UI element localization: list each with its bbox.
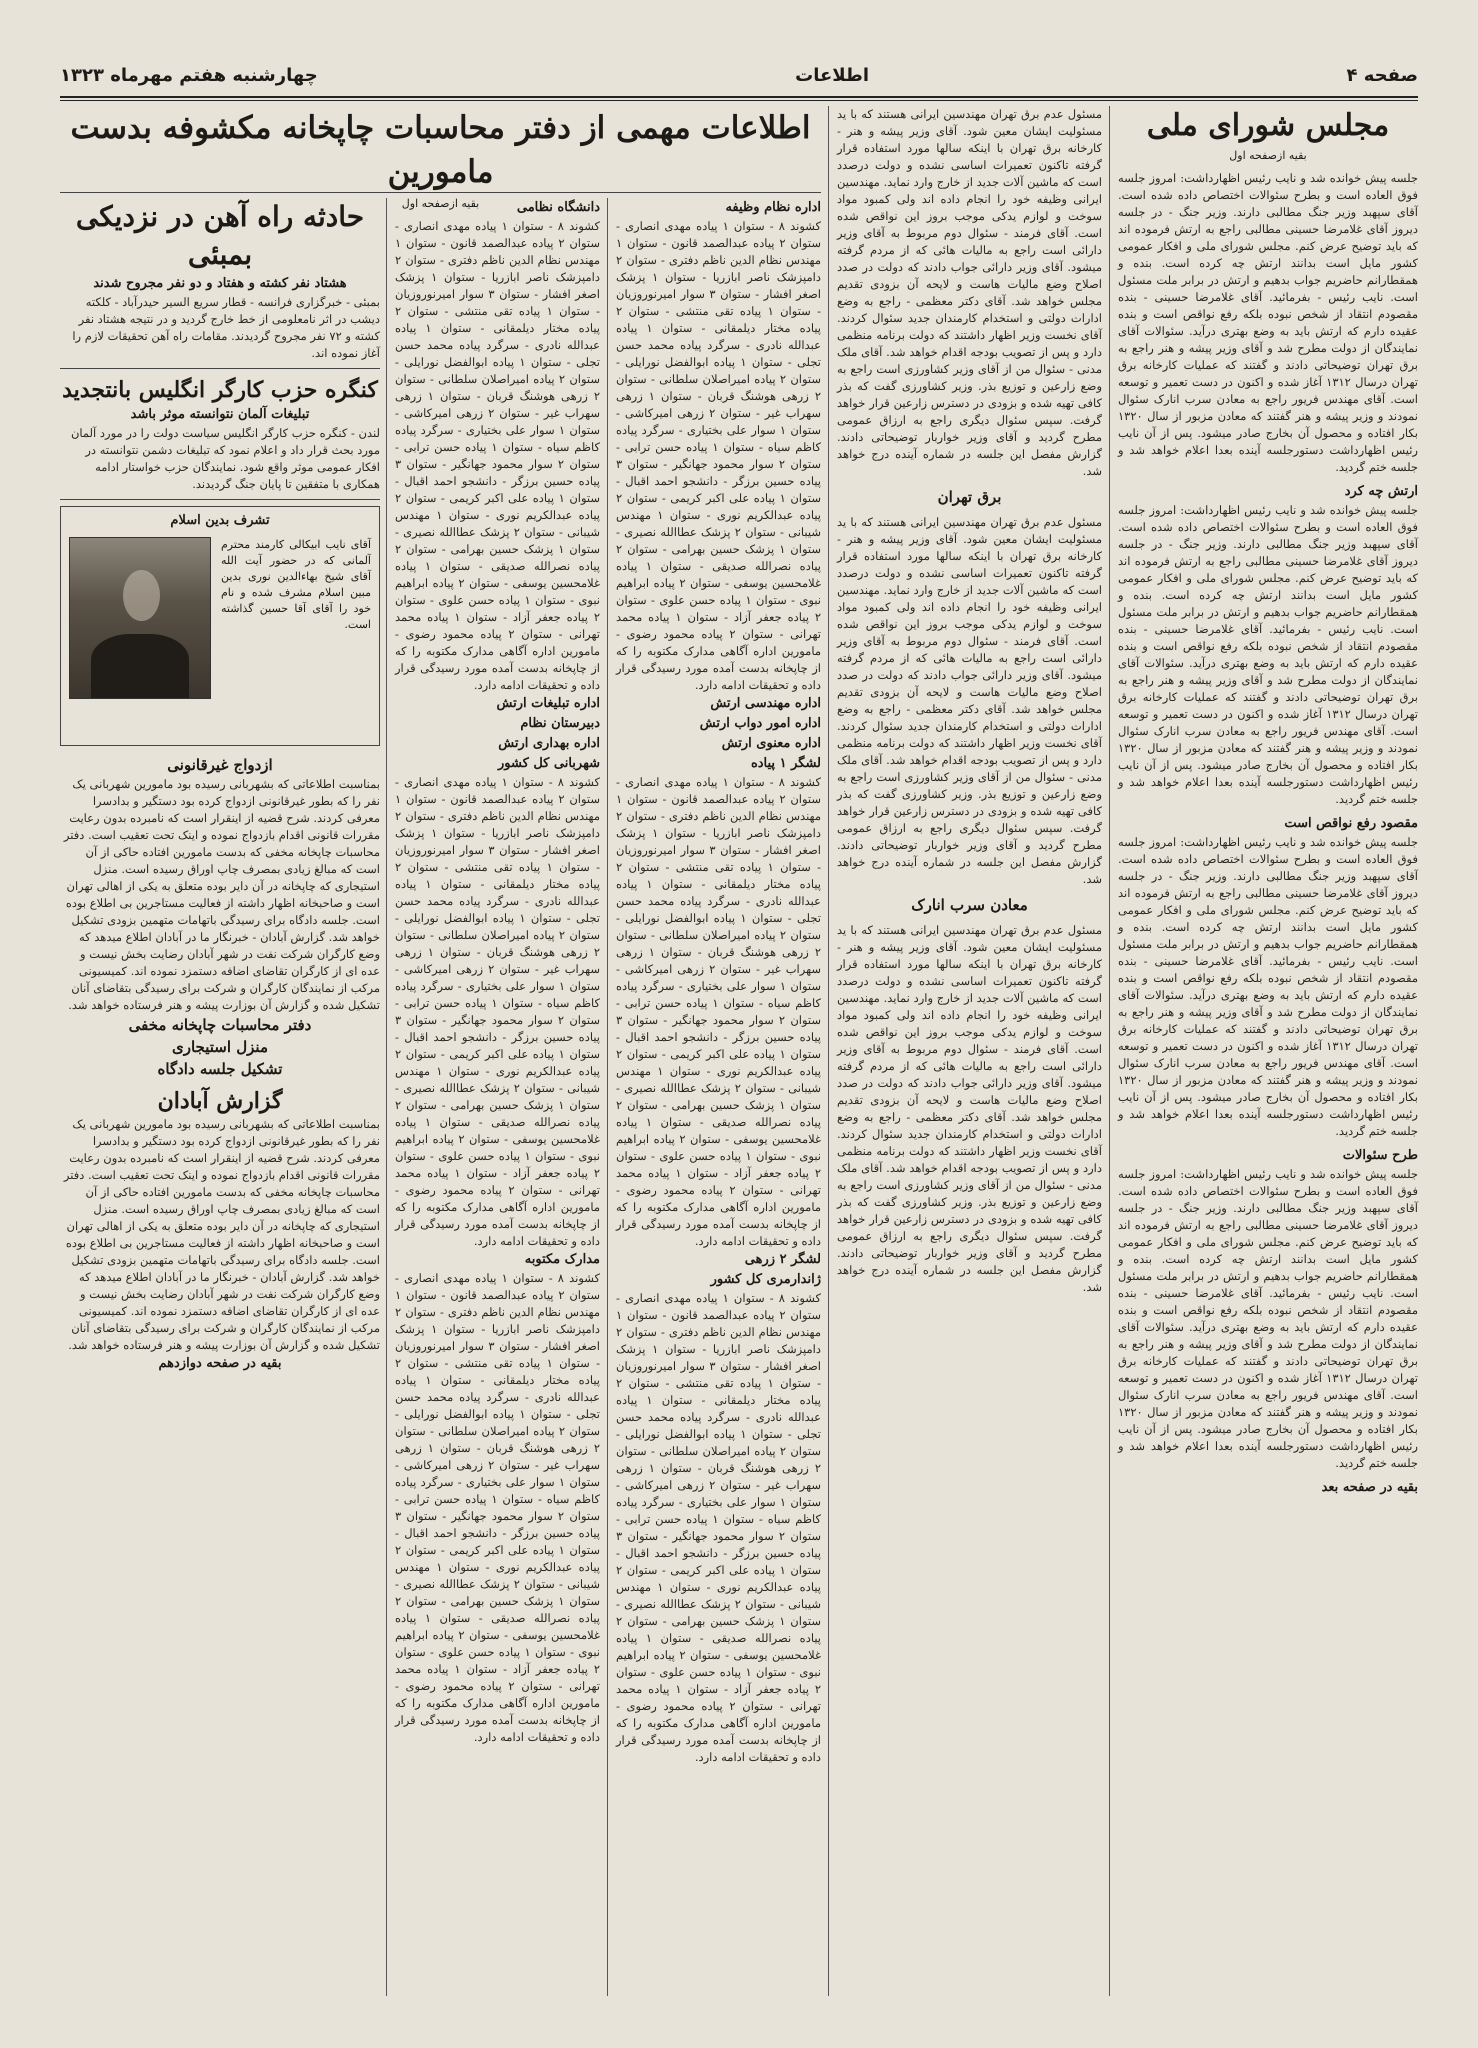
portrait-photo xyxy=(69,537,211,699)
column-rule xyxy=(386,198,387,1996)
section-illegal-marriage: ازدواج غیرقانونی xyxy=(167,756,273,774)
column-rule xyxy=(828,106,829,1996)
section-conscription: اداره نظام وظیفه xyxy=(725,200,821,215)
section-police: شهربانی کل کشور xyxy=(498,756,600,771)
questions-body-1: مسئول عدم برق تهران مهندسین ایرانی هستند که با ید مسئولیت ایشان معین شود. آقای وزیر پیشه و هنر - کارخانه برق تهران با اینکه سالها مورد استفاده قرار گرفته تاکنون تعمیرات اساسی نشده و دولت درصدد است که ماشین آلات جدید از خارج وارد نماید. مهندسین ایرانی وظیفه خود را انجام داده اند ولی کمبود مواد سوخت و لوازم یدکی موجب بروز این نواقص شده است. آقای فرمند - سئوال دوم مربوط به آقای وزیر دارائی است راجع به مالیات هائی که از مردم گرفته میشود. آقای وزیر دارائی جواب دادند که دولت در صدد اصلاح وضع مالیات هاست و لایحه آن بزودی تقدیم مجلس خواهد شد. آقای دکتر معظمی - راجع به وضع ادارات دولتی و استخدام کارمندان جدید سئوال کردند. آقای نخست وزیر اظهار داشتند که دولت برنامه منظمی دارد و پس از تصویب بودجه اقدام خواهد شد. آقای ملک مدنی - سئوال من از آقای وزیر کشاورزی است راجع به وضع زارعین و توزیع بذر. وزیر کشاورزی گفت که بذر کافی تهیه شده و بزودی در دسترس زارعین قرار خواهد گرفت. سپس سئوال دیگری راجع به ارزاق عمومی مطرح گردید و آقای وزیر خواربار توضیحاتی دادند. گزارش مفصل این جلسه در شماره آینده درج خواهد شد. xyxy=(837,107,1102,478)
photo-box xyxy=(60,506,380,746)
lead-body-1: کشوند ۸ - ستوان ۱ پیاده مهدی انصاری - ستوان ۲ پیاده عبدالصمد قانون - ستوان ۱ مهندس نظام الدین ناظم دفتری - ستوان ۲ دامپزشک ناصر ابازریا - ستوان ۱ پزشک اصغر افشار - ستوان ۳ سوار امیرنوروزیان - ستوان ۱ پیاده تقی منتشی - ستوان ۲ پیاده مختار دیلمقانی - ستوان ۱ پیاده عبدالله نادری - سرگرد پیاده محمد حسن تجلی - ستوان ۱ پیاده ابوالفضل نورایلی - ستوان ۲ پیاده امیراصلان سلطانی - ستوان ۲ زرهی هوشنگ قربان - ستوان ۱ زرهی سهراب غیر - ستوان ۲ زرهی امیرکاشی - ستوان ۱ سوار علی بختیاری - سرگرد پیاده کاظم سیاه - ستوان ۱ پیاده حسن ترابی - ستوان ۲ سوار محمود جهانگیر - ستوان ۳ پیاده حسین برزگر - دانشجو احمد اقبال - ستوان ۱ پیاده علی اکبر کریمی - ستوان ۲ پیاده عبدالکریم نوری - ستوان ۱ مهندس شیبانی - ستوان ۲ پزشک عطاالله نصیری - ستوان ۱ پزشک حسین بهرامی - ستوان ۲ پیاده نصرالله صدیقی - ستوان ۱ پیاده غلامحسین یوسفی - ستوان ۲ پیاده ابراهیم نبوی - ستوان ۱ پیاده حسن علوی - ستوان ۲ پیاده جعفر آزاد - ستوان ۱ پیاده محمد تهرانی - ستوان ۲ پیاده محمود رضوی - مامورین اداره آگاهی مدارک مکتوبه را که از چاپخانه بدست آمده مورد رسیدگی قرار داده و تحقیقات ادامه دارد. xyxy=(616,219,822,692)
section-rule xyxy=(60,368,380,369)
photo-box-title: تشرف بدین اسلام xyxy=(170,513,270,528)
lead-rule xyxy=(60,192,821,193)
subhead-tehran-power: برق تهران xyxy=(937,488,1002,506)
majlis-headline: مجلس شورای ملی xyxy=(1146,108,1390,143)
congress-subheadline: تبلیغات آلمان نتوانسته موثر باشد xyxy=(130,407,310,422)
majlis-continued-note: بقیه ازصفحه اول xyxy=(1229,149,1307,162)
accident-subheadline: هشتاد نفر کشته و هفتاد و دو نفر مجروح شدند xyxy=(93,276,347,291)
majlis-subhead-questions: طرح سئوالات xyxy=(1342,1148,1418,1163)
left-footer: بقیه در صفحه دوازدهم xyxy=(158,1356,282,1371)
issue-date: چهارشنبه هفتم مهرماه ۱۳۲۳ xyxy=(60,64,318,86)
page-number: صفحه ۴ xyxy=(1346,64,1418,86)
lead-headline: اطلاعات مهمی از دفتر محاسبات چاپخانه مکشوفه بدست مامورین xyxy=(70,110,811,190)
majlis-body-repeat-3: جلسه پیش خوانده شد و نایب رئیس اظهارداشت: امروز جلسه فوق العاده است و بطرح سئوالات اختصاص داده شده است. آقای سپهبد وزیر جنگ مطالبی دارند. وزیر جنگ - در جلسه دیروز آقای غلامرضا حسینی مطالبی راجع به ارتش فرموده اند که باید توضیح عرض کنم. مجلس شورای ملی و افکار عمومی کشور مایل است بدانند ارتش چه کرده است. بنده و همقطارانم حاضریم جواب بدهیم و ارتش در برابر ملت مسئول است. نایب رئیس - بفرمائید. آقای غلامرضا حسینی - بنده مقصودم انتقاد از شخص نبوده بلکه رفع نواقص است و بنده عقیده دارم که ارتش باید به وضع بهتری درآید. سئوالات آقای نمایندگان از دولت مطرح شد و آقای وزیر پیشه و هنر راجع به برق تهران توضیحاتی دادند و گفتند که عملیات کارخانه برق تهران درسال ۱۳۱۲ آغاز شده و اکنون در دست تعمیر و توسعه است. آقای مهندس فریور راجع به معادن سرب انارک سئوال نمودند و وزیر پیشه و هنر گفتند که معادن مزبور از سال ۱۳۲۰ بکار افتاده و محصول آن بخارج صادر میشود. پس از آن نایب رئیس اظهارداشت دستورجلسه آینده بعدا اعلام خواهد شد و جلسه ختم گردید. xyxy=(1118,1167,1418,1470)
photo-caption: آقای نایب ابیکالی کارمند محترم آلمانی که در حضور آیت الله آقای شیخ بهاءالدین نوری بدین مبین اسلام مشرف شده و نام خود را آقای آقا حسین گذاشته است. xyxy=(221,538,371,631)
lead-body-3: کشوند ۸ - ستوان ۱ پیاده مهدی انصاری - ستوان ۲ پیاده عبدالصمد قانون - ستوان ۱ مهندس نظام الدین ناظم دفتری - ستوان ۲ دامپزشک ناصر ابازریا - ستوان ۱ پزشک اصغر افشار - ستوان ۳ سوار امیرنوروزیان - ستوان ۱ پیاده تقی منتشی - ستوان ۲ پیاده مختار دیلمقانی - ستوان ۱ پیاده عبدالله نادری - سرگرد پیاده محمد حسن تجلی - ستوان ۱ پیاده ابوالفضل نورایلی - ستوان ۲ پیاده امیراصلان سلطانی - ستوان ۲ زرهی هوشنگ قربان - ستوان ۱ زرهی سهراب غیر - ستوان ۲ زرهی امیرکاشی - ستوان ۱ سوار علی بختیاری - سرگرد پیاده کاظم سیاه - ستوان ۱ پیاده حسن ترابی - ستوان ۲ سوار محمود جهانگیر - ستوان ۳ پیاده حسین برزگر - دانشجو احمد اقبال - ستوان ۱ پیاده علی اکبر کریمی - ستوان ۲ پیاده عبدالکریم نوری - ستوان ۱ مهندس شیبانی - ستوان ۲ پزشک عطاالله نصیری - ستوان ۱ پزشک حسین بهرامی - ستوان ۲ پیاده نصرالله صدیقی - ستوان ۱ پیاده غلامحسین یوسفی - ستوان ۲ پیاده ابراهیم نبوی - ستوان ۱ پیاده حسن علوی - ستوان ۲ پیاده جعفر آزاد - ستوان ۱ پیاده محمد تهرانی - ستوان ۲ پیاده محمود رضوی - مامورین اداره آگاهی مدارک مکتوبه را که از چاپخانه بدست آمده مورد رسیدگی قرار داده و تحقیقات ادامه دارد. xyxy=(616,1291,822,1764)
majlis-subhead-army: ارتش چه کرد xyxy=(1344,484,1418,499)
lead-body-5: کشوند ۸ - ستوان ۱ پیاده مهدی انصاری - ستوان ۲ پیاده عبدالصمد قانون - ستوان ۱ مهندس نظام الدین ناظم دفتری - ستوان ۲ دامپزشک ناصر ابازریا - ستوان ۱ پزشک اصغر افشار - ستوان ۳ سوار امیرنوروزیان - ستوان ۱ پیاده تقی منتشی - ستوان ۲ پیاده مختار دیلمقانی - ستوان ۱ پیاده عبدالله نادری - سرگرد پیاده محمد حسن تجلی - ستوان ۱ پیاده ابوالفضل نورایلی - ستوان ۲ پیاده امیراصلان سلطانی - ستوان ۲ زرهی هوشنگ قربان - ستوان ۱ زرهی سهراب غیر - ستوان ۲ زرهی امیرکاشی - ستوان ۱ سوار علی بختیاری - سرگرد پیاده کاظم سیاه - ستوان ۱ پیاده حسن ترابی - ستوان ۲ سوار محمود جهانگیر - ستوان ۳ پیاده حسین برزگر - دانشجو احمد اقبال - ستوان ۱ پیاده علی اکبر کریمی - ستوان ۲ پیاده عبدالکریم نوری - ستوان ۱ مهندس شیبانی - ستوان ۲ پزشک عطاالله نصیری - ستوان ۱ پزشک حسین بهرامی - ستوان ۲ پیاده نصرالله صدیقی - ستوان ۱ پیاده غلامحسین یوسفی - ستوان ۲ پیاده ابراهیم نبوی - ستوان ۱ پیاده حسن علوی - ستوان ۲ پیاده جعفر آزاد - ستوان ۱ پیاده محمد تهرانی - ستوان ۲ پیاده محمود رضوی - مامورین اداره آگاهی مدارک مکتوبه را که از چاپخانه بدست آمده مورد رسیدگی قرار داده و تحقیقات ادامه دارد. xyxy=(395,775,601,1248)
section-gendarmerie: ژاندارمری کل کشور xyxy=(710,1272,821,1287)
questions-body-3: مسئول عدم برق تهران مهندسین ایرانی هستند که با ید مسئولیت ایشان معین شود. آقای وزیر پیشه و هنر - کارخانه برق تهران با اینکه سالها مورد استفاده قرار گرفته تاکنون تعمیرات اساسی نشده و دولت درصدد است که ماشین آلات جدید از خارج وارد نماید. مهندسین ایرانی وظیفه خود را انجام داده اند ولی کمبود مواد سوخت و لوازم یدکی موجب بروز این نواقص شده است. آقای فرمند - سئوال دوم مربوط به آقای وزیر دارائی است راجع به مالیات هائی که از مردم گرفته میشود. آقای وزیر دارائی جواب دادند که دولت در صدد اصلاح وضع مالیات هاست و لایحه آن بزودی تقدیم مجلس خواهد شد. آقای دکتر معظمی - راجع به وضع ادارات دولتی و استخدام کارمندان جدید سئوال کردند. آقای نخست وزیر اظهار داشتند که دولت برنامه منظمی دارد و پس از تصویب بودجه اقدام خواهد شد. آقای ملک مدنی - سئوال من از آقای وزیر کشاورزی است راجع به وضع زارعین و توزیع بذر. وزیر کشاورزی گفت که بذر کافی تهیه شده و بزودی در دسترس زارعین قرار خواهد گرفت. سپس سئوال دیگری راجع به ارزاق عمومی مطرح گردید و آقای وزیر خواربار توضیحاتی دادند. گزارش مفصل این جلسه در شماره آینده درج خواهد شد. xyxy=(837,923,1102,1294)
section-documents: مدارک مکتوبه xyxy=(524,1252,600,1267)
section-rented-house: منزل استیجاری xyxy=(172,1038,268,1056)
abadan-headline: گزارش آبادان xyxy=(157,1088,283,1114)
masthead: اطلاعات xyxy=(795,64,870,86)
section-court-session: تشکیل جلسه دادگاه xyxy=(157,1060,283,1078)
majlis-subhead-defects: مقصود رفع نواقص است xyxy=(1284,816,1418,831)
left-body-2: بمناسبت اطلاعاتی که بشهربانی رسیده بود مامورین شهربانی یک نفر را که بطور غیرقانونی ازدواج کرده بود دستگیر و بدادسرا معرفی کردند. شرح قضیه از اینقرار است که نامبرده بدون رعایت مقررات قانونی اقدام بازدواج نموده و اینک تحت تعقیب است. دفتر محاسبات چاپخانه مخفی که بدست مامورین افتاده حاکی از آن است که مبالغ زیادی بمصرف چاپ اوراق رسیده است. منزل استیجاری که چاپخانه در آن دایر بوده متعلق به یکی از اهالی تهران است و صاحبخانه اظهار داشته از فعالیت مستاجرین بی اطلاع بوده است. جلسه دادگاه برای رسیدگی باتهامات متهمین بزودی تشکیل خواهد شد. گزارش آبادان - خبرنگار ما در آبادان اطلاع میدهد که وضع کارگران شرکت نفت در شهر آبادان رضایت بخش نیست و عده ای از کارگران تقاضای اضافه دستمزد نموده اند. کمیسیونی مرکب از نمایندگان کارگران و شرکت برای رسیدگی بتقاضای آنان تشکیل شده و گزارش آن بوزارت پیشه و هنر فرستاده خواهد شد. xyxy=(63,1117,380,1352)
section-military-college: دانشگاه نظامی xyxy=(516,200,600,215)
subhead-anarak-mines: معادن سرب انارک xyxy=(911,896,1028,914)
lead-body-2: کشوند ۸ - ستوان ۱ پیاده مهدی انصاری - ستوان ۲ پیاده عبدالصمد قانون - ستوان ۱ مهندس نظام الدین ناظم دفتری - ستوان ۲ دامپزشک ناصر ابازریا - ستوان ۱ پزشک اصغر افشار - ستوان ۳ سوار امیرنوروزیان - ستوان ۱ پیاده تقی منتشی - ستوان ۲ پیاده مختار دیلمقانی - ستوان ۱ پیاده عبدالله نادری - سرگرد پیاده محمد حسن تجلی - ستوان ۱ پیاده ابوالفضل نورایلی - ستوان ۲ پیاده امیراصلان سلطانی - ستوان ۲ زرهی هوشنگ قربان - ستوان ۱ زرهی سهراب غیر - ستوان ۲ زرهی امیرکاشی - ستوان ۱ سوار علی بختیاری - سرگرد پیاده کاظم سیاه - ستوان ۱ پیاده حسن ترابی - ستوان ۲ سوار محمود جهانگیر - ستوان ۳ پیاده حسین برزگر - دانشجو احمد اقبال - ستوان ۱ پیاده علی اکبر کریمی - ستوان ۲ پیاده عبدالکریم نوری - ستوان ۱ مهندس شیبانی - ستوان ۲ پزشک عطاالله نصیری - ستوان ۱ پزشک حسین بهرامی - ستوان ۲ پیاده نصرالله صدیقی - ستوان ۱ پیاده غلامحسین یوسفی - ستوان ۲ پیاده ابراهیم نبوی - ستوان ۱ پیاده حسن علوی - ستوان ۲ پیاده جعفر آزاد - ستوان ۱ پیاده محمد تهرانی - ستوان ۲ پیاده محمود رضوی - مامورین اداره آگاهی مدارک مکتوبه را که از چاپخانه بدست آمده مورد رسیدگی قرار داده و تحقیقات ادامه دارد. xyxy=(616,775,822,1248)
section-health: اداره بهداری ارتش xyxy=(498,736,600,751)
questions-column xyxy=(837,106,1102,1996)
portrait-coat xyxy=(91,634,189,698)
page-header xyxy=(60,58,1418,92)
lead-body-6: کشوند ۸ - ستوان ۱ پیاده مهدی انصاری - ستوان ۲ پیاده عبدالصمد قانون - ستوان ۱ مهندس نظام الدین ناظم دفتری - ستوان ۲ دامپزشک ناصر ابازریا - ستوان ۱ پزشک اصغر افشار - ستوان ۳ سوار امیرنوروزیان - ستوان ۱ پیاده تقی منتشی - ستوان ۲ پیاده مختار دیلمقانی - ستوان ۱ پیاده عبدالله نادری - سرگرد پیاده محمد حسن تجلی - ستوان ۱ پیاده ابوالفضل نورایلی - ستوان ۲ پیاده امیراصلان سلطانی - ستوان ۲ زرهی هوشنگ قربان - ستوان ۱ زرهی سهراب غیر - ستوان ۲ زرهی امیرکاشی - ستوان ۱ سوار علی بختیاری - سرگرد پیاده کاظم سیاه - ستوان ۱ پیاده حسن ترابی - ستوان ۲ سوار محمود جهانگیر - ستوان ۳ پیاده حسین برزگر - دانشجو احمد اقبال - ستوان ۱ پیاده علی اکبر کریمی - ستوان ۲ پیاده عبدالکریم نوری - ستوان ۱ مهندس شیبانی - ستوان ۲ پزشک عطاالله نصیری - ستوان ۱ پزشک حسین بهرامی - ستوان ۲ پیاده نصرالله صدیقی - ستوان ۱ پیاده غلامحسین یوسفی - ستوان ۲ پیاده ابراهیم نبوی - ستوان ۱ پیاده حسن علوی - ستوان ۲ پیاده جعفر آزاد - ستوان ۱ پیاده محمد تهرانی - ستوان ۲ پیاده محمود رضوی - مامورین اداره آگاهی مدارک مکتوبه را که از چاپخانه بدست آمده مورد رسیدگی قرار داده و تحقیقات ادامه دارد. xyxy=(395,1271,601,1744)
left-column xyxy=(60,198,380,1996)
majlis-body: جلسه پیش خوانده شد و نایب رئیس اظهارداشت: امروز جلسه فوق العاده است و بطرح سئوالات اختصاص داده شده است. آقای سپهبد وزیر جنگ مطالبی دارند. وزیر جنگ - در جلسه دیروز آقای غلامرضا حسینی مطالبی راجع به ارتش فرموده اند که باید توضیح عرض کنم. مجلس شورای ملی و افکار عمومی کشور مایل است بدانند ارتش چه کرده است. بنده و همقطارانم حاضریم جواب بدهیم و ارتش در برابر ملت مسئول است. نایب رئیس - بفرمائید. آقای غلامرضا حسینی - بنده مقصودم انتقاد از شخص نبوده بلکه رفع نواقص است و بنده عقیده دارم که ارتش باید به وضع بهتری درآید. سئوالات آقای نمایندگان از دولت مطرح شد و آقای وزیر پیشه و هنر راجع به برق تهران توضیحاتی دادند و گفتند که عملیات کارخانه برق تهران درسال ۱۳۱۲ آغاز شده و اکنون در دست تعمیر و توسعه است. آقای مهندس فریور راجع به معادن سرب انارک سئوال نمودند و وزیر پیشه و هنر گفتند که معادن مزبور از سال ۱۳۲۰ بکار افتاده و محصول آن بخارج صادر میشود. پس از آن نایب رئیس اظهارداشت دستورجلسه آینده بعدا اعلام خواهد شد و جلسه ختم گردید. xyxy=(1118,171,1418,474)
section-morale: اداره معنوی ارتش xyxy=(721,736,821,751)
section-printing-ledger: دفتر محاسبات چاپخانه مخفی xyxy=(128,1016,312,1034)
section-animals: اداره امور دواب ارتش xyxy=(699,716,821,731)
portrait-face xyxy=(123,570,159,621)
section-engineering: اداره مهندسی ارتش xyxy=(710,696,821,711)
lead-column-2 xyxy=(395,198,600,1996)
section-armored-division: لشگر ۲ زرهی xyxy=(744,1252,821,1267)
section-military-school: دبیرستان نظام xyxy=(520,716,600,731)
header-rule xyxy=(60,96,1418,98)
column-rule xyxy=(607,198,608,1996)
majlis-body-repeat-1: جلسه پیش خوانده شد و نایب رئیس اظهارداشت: امروز جلسه فوق العاده است و بطرح سئوالات اختصاص داده شده است. آقای سپهبد وزیر جنگ مطالبی دارند. وزیر جنگ - در جلسه دیروز آقای غلامرضا حسینی مطالبی راجع به ارتش فرموده اند که باید توضیح عرض کنم. مجلس شورای ملی و افکار عمومی کشور مایل است بدانند ارتش چه کرده است. بنده و همقطارانم حاضریم جواب بدهیم و ارتش در برابر ملت مسئول است. نایب رئیس - بفرمائید. آقای غلامرضا حسینی - بنده مقصودم انتقاد از شخص نبوده بلکه رفع نواقص است و بنده عقیده دارم که ارتش باید به وضع بهتری درآید. سئوالات آقای نمایندگان از دولت مطرح شد و آقای وزیر پیشه و هنر راجع به برق تهران توضیحاتی دادند و گفتند که عملیات کارخانه برق تهران درسال ۱۳۱۲ آغاز شده و اکنون در دست تعمیر و توسعه است. آقای مهندس فریور راجع به معادن سرب انارک سئوال نمودند و وزیر پیشه و هنر گفتند که معادن مزبور از سال ۱۳۲۰ بکار افتاده و محصول آن بخارج صادر میشود. پس از آن نایب رئیس اظهارداشت دستورجلسه آینده بعدا اعلام خواهد شد و جلسه ختم گردید. xyxy=(1118,503,1418,806)
section-rule xyxy=(60,499,380,500)
questions-body-2: مسئول عدم برق تهران مهندسین ایرانی هستند که با ید مسئولیت ایشان معین شود. آقای وزیر پیشه و هنر - کارخانه برق تهران با اینکه سالها مورد استفاده قرار گرفته تاکنون تعمیرات اساسی نشده و دولت درصدد است که ماشین آلات جدید از خارج وارد نماید. مهندسین ایرانی وظیفه خود را انجام داده اند ولی کمبود مواد سوخت و لوازم یدکی موجب بروز این نواقص شده است. آقای فرمند - سئوال دوم مربوط به آقای وزیر دارائی است راجع به مالیات هائی که از مردم گرفته میشود. آقای وزیر دارائی جواب دادند که دولت در صدد اصلاح وضع مالیات هاست و لایحه آن بزودی تقدیم مجلس خواهد شد. آقای دکتر معظمی - راجع به وضع ادارات دولتی و استخدام کارمندان جدید سئوال کردند. آقای نخست وزیر اظهار داشتند که دولت برنامه منظمی دارد و پس از تصویب بودجه اقدام خواهد شد. آقای ملک مدنی - سئوال من از آقای وزیر کشاورزی است راجع به وضع زارعین و توزیع بذر. وزیر کشاورزی گفت که بذر کافی تهیه شده و بزودی در دسترس زارعین قرار خواهد گرفت. سپس سئوال دیگری راجع به ارزاق عمومی مطرح گردید و آقای وزیر خواربار توضیحاتی دادند. گزارش مفصل این جلسه در شماره آینده درج خواهد شد. xyxy=(837,515,1102,886)
column-rule xyxy=(1109,106,1110,1996)
majlis-column xyxy=(1118,106,1418,1996)
lead-continued-note: بقیه ازصفحه اول xyxy=(401,197,480,210)
congress-headline: کنگره حزب کارگر انگلیس بانتجدید xyxy=(62,377,378,403)
accident-headline: حادثه راه آهن در نزدیکی بمبئی xyxy=(75,200,365,271)
left-body-1: بمناسبت اطلاعاتی که بشهربانی رسیده بود مامورین شهربانی یک نفر را که بطور غیرقانونی ازدواج کرده بود دستگیر و بدادسرا معرفی کردند. شرح قضیه از اینقرار است که نامبرده بدون رعایت مقررات قانونی اقدام بازدواج نموده و اینک تحت تعقیب است. دفتر محاسبات چاپخانه مخفی که بدست مامورین افتاده حاکی از آن است که مبالغ زیادی بمصرف چاپ اوراق رسیده است. منزل استیجاری که چاپخانه در آن دایر بوده متعلق به یکی از اهالی تهران است و صاحبخانه اظهار داشته از فعالیت مستاجرین بی اطلاع بوده است. جلسه دادگاه برای رسیدگی باتهامات متهمین بزودی تشکیل خواهد شد. گزارش آبادان - خبرنگار ما در آبادان اطلاع میدهد که وضع کارگران شرکت نفت در شهر آبادان رضایت بخش نیست و عده ای از کارگران تقاضای اضافه دستمزد نموده اند. کمیسیونی مرکب از نمایندگان کارگران و شرکت برای رسیدگی بتقاضای آنان تشکیل شده و گزارش آن بوزارت پیشه و هنر فرستاده خواهد شد. xyxy=(63,777,380,1012)
header-rule-thin xyxy=(60,100,1418,101)
accident-body: بمبئی - خبرگزاری فرانسه - قطار سریع السیر حیدرآباد - کلکته دیشب در اثر نامعلومی از خط خارج گردید و در نتیجه هشتاد نفر کشته و ۷۲ نفر مجروح گردیدند. مقامات راه آهن تحقیقات لازم را آغاز نموده اند. xyxy=(72,295,380,360)
lead-body-4: کشوند ۸ - ستوان ۱ پیاده مهدی انصاری - ستوان ۲ پیاده عبدالصمد قانون - ستوان ۱ مهندس نظام الدین ناظم دفتری - ستوان ۲ دامپزشک ناصر ابازریا - ستوان ۱ پزشک اصغر افشار - ستوان ۳ سوار امیرنوروزیان - ستوان ۱ پیاده تقی منتشی - ستوان ۲ پیاده مختار دیلمقانی - ستوان ۱ پیاده عبدالله نادری - سرگرد پیاده محمد حسن تجلی - ستوان ۱ پیاده ابوالفضل نورایلی - ستوان ۲ پیاده امیراصلان سلطانی - ستوان ۲ زرهی هوشنگ قربان - ستوان ۱ زرهی سهراب غیر - ستوان ۲ زرهی امیرکاشی - ستوان ۱ سوار علی بختیاری - سرگرد پیاده کاظم سیاه - ستوان ۱ پیاده حسن ترابی - ستوان ۲ سوار محمود جهانگیر - ستوان ۳ پیاده حسین برزگر - دانشجو احمد اقبال - ستوان ۱ پیاده علی اکبر کریمی - ستوان ۲ پیاده عبدالکریم نوری - ستوان ۱ مهندس شیبانی - ستوان ۲ پزشک عطاالله نصیری - ستوان ۱ پزشک حسین بهرامی - ستوان ۲ پیاده نصرالله صدیقی - ستوان ۱ پیاده غلامحسین یوسفی - ستوان ۲ پیاده ابراهیم نبوی - ستوان ۱ پیاده حسن علوی - ستوان ۲ پیاده جعفر آزاد - ستوان ۱ پیاده محمد تهرانی - ستوان ۲ پیاده محمود رضوی - مامورین اداره آگاهی مدارک مکتوبه را که از چاپخانه بدست آمده مورد رسیدگی قرار داده و تحقیقات ادامه دارد. xyxy=(395,219,601,692)
section-infantry-division: لشگر ۱ پیاده xyxy=(750,756,821,771)
congress-body: لندن - کنگره حزب کارگر انگلیس سیاست دولت را در مورد آلمان مورد بحث قرار داد و اعلام نمود که تبلیغات دشمن نتوانسته در افکار عمومی موثر واقع شود. نمایندگان حزب خواستار ادامه همکاری با متفقین تا پایان جنگ گردیدند. xyxy=(70,426,380,491)
majlis-body-repeat-2: جلسه پیش خوانده شد و نایب رئیس اظهارداشت: امروز جلسه فوق العاده است و بطرح سئوالات اختصاص داده شده است. آقای سپهبد وزیر جنگ مطالبی دارند. وزیر جنگ - در جلسه دیروز آقای غلامرضا حسینی مطالبی راجع به ارتش فرموده اند که باید توضیح عرض کنم. مجلس شورای ملی و افکار عمومی کشور مایل است بدانند ارتش چه کرده است. بنده و همقطارانم حاضریم جواب بدهیم و ارتش در برابر ملت مسئول است. نایب رئیس - بفرمائید. آقای غلامرضا حسینی - بنده مقصودم انتقاد از شخص نبوده بلکه رفع نواقص است و بنده عقیده دارم که ارتش باید به وضع بهتری درآید. سئوالات آقای نمایندگان از دولت مطرح شد و آقای وزیر پیشه و هنر راجع به برق تهران توضیحاتی دادند و گفتند که عملیات کارخانه برق تهران درسال ۱۳۱۲ آغاز شده و اکنون در دست تعمیر و توسعه است. آقای مهندس فریور راجع به معادن سرب انارک سئوال نمودند و وزیر پیشه و هنر گفتند که معادن مزبور از سال ۱۳۲۰ بکار افتاده و محصول آن بخارج صادر میشود. پس از آن نایب رئیس اظهارداشت دستورجلسه آینده بعدا اعلام خواهد شد و جلسه ختم گردید. xyxy=(1118,835,1418,1138)
lead-column-1 xyxy=(616,198,821,1996)
majlis-footer: بقیه در صفحه بعد xyxy=(1321,1480,1418,1495)
section-propaganda: اداره تبلیغات ارتش xyxy=(496,696,600,711)
